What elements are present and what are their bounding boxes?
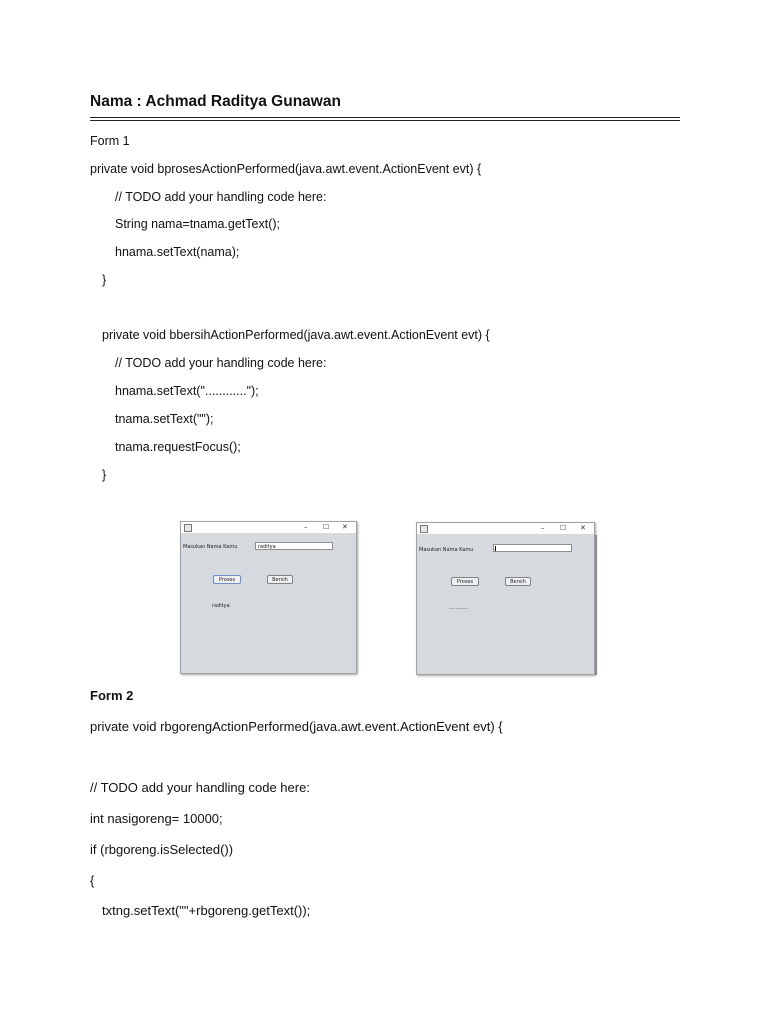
page-scrollbar-edge — [595, 535, 597, 675]
code-line: // TODO add your handling code here: — [115, 190, 327, 204]
java-app-icon — [184, 524, 192, 532]
java-window-screenshot-proses — [180, 521, 357, 674]
code-line: } — [102, 273, 107, 287]
code-line: private void rbgorengActionPerformed(java.awt.event.ActionEvent evt) { — [90, 719, 503, 734]
name-input: raditya — [255, 542, 333, 550]
author-heading: Nama : Achmad Raditya Gunawan — [90, 93, 341, 110]
text-caret — [495, 546, 496, 551]
proses-button: Proses — [213, 575, 241, 584]
minimize-icon: – — [304, 523, 308, 531]
code-line: private void bprosesActionPerformed(java.awt.event.ActionEvent evt) { — [90, 162, 482, 176]
code-line: String nama=tnama.getText(); — [115, 217, 281, 231]
code-line: // TODO add your handling code here: — [115, 356, 327, 370]
bersih-button: Bersih — [267, 575, 293, 584]
proses-button: Proses — [451, 577, 479, 586]
result-label: ............ — [449, 605, 469, 611]
code-line: // TODO add your handling code here: — [90, 780, 310, 795]
code-line: hnama.setText("............"); — [115, 384, 259, 398]
code-line: tnama.requestFocus(); — [115, 440, 241, 454]
close-icon: ✕ — [342, 523, 348, 531]
close-icon: ✕ — [580, 524, 586, 532]
code-line: int nasigoreng= 10000; — [90, 811, 223, 826]
minimize-icon: – — [541, 524, 545, 532]
maximize-icon: ☐ — [323, 523, 330, 531]
heading-rule — [90, 117, 680, 118]
heading-rule-double — [90, 120, 680, 121]
java-window-screenshot-bersih — [416, 522, 595, 675]
bersih-button: Bersih — [505, 577, 531, 586]
code-line: tnama.setText(""); — [115, 412, 214, 426]
java-app-icon — [420, 525, 428, 533]
code-line: { — [90, 873, 95, 888]
maximize-icon: ☐ — [560, 524, 567, 532]
code-line: if (rbgoreng.isSelected()) — [90, 842, 234, 857]
code-line: private void bbersihActionPerformed(java.awt.event.ActionEvent evt) { — [102, 328, 490, 342]
form2-title: Form 2 — [90, 688, 134, 703]
code-line: txtng.setText(""+rbgoreng.getText()); — [102, 903, 311, 918]
name-input — [493, 544, 572, 552]
code-line: } — [102, 468, 107, 482]
result-label: raditya — [212, 603, 230, 609]
name-prompt-label: Masukan Nama Kamu — [419, 547, 474, 553]
name-prompt-label: Masukan Nama Kamu — [183, 544, 238, 550]
code-line: hnama.setText(nama); — [115, 245, 240, 259]
window-titlebar — [417, 523, 594, 534]
form1-title: Form 1 — [90, 134, 130, 148]
window-titlebar — [181, 522, 356, 533]
